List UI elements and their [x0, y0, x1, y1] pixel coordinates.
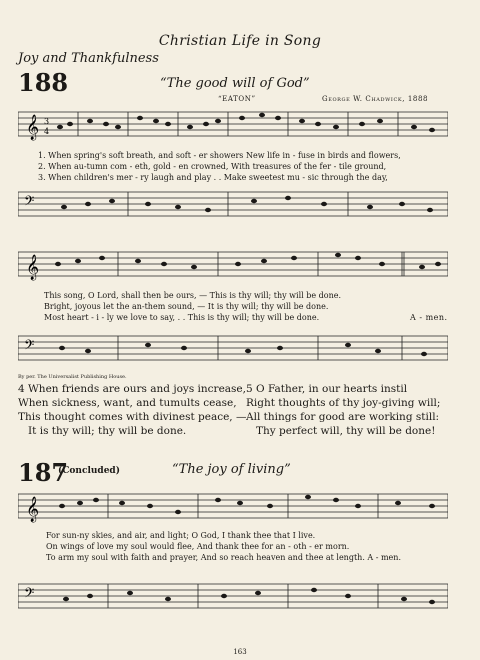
music-staff-treble-2: [18, 244, 448, 288]
verse-line-3: 3. When children's mer - ry laugh and play . . Make sweetest mu - sic through the day,: [38, 173, 388, 182]
verse-line-1: 1. When spring's soft breath, and soft - er showers New life in - fuse in birds and flowers,: [38, 151, 401, 160]
stanza-4: [18, 382, 246, 438]
svg-text:𝄢: 𝄢: [24, 585, 35, 604]
verse-187-line-3: To arm my soul with faith and prayer, And so reach heaven and thee at length. A - men.: [46, 553, 401, 562]
hymn-187-title: “The joy of living”: [172, 462, 291, 477]
stanza-4-line-4: It is thy will; thy will be done.: [28, 425, 187, 437]
stanza-5-line-3: All things for good are working still:: [246, 411, 440, 423]
music-staff-bass-3: [18, 576, 448, 620]
hymn-number-188: 188: [18, 68, 69, 97]
verse-187-line-2: On wings of love my soul would flee, And thank thee for an - oth - er morn.: [46, 542, 350, 551]
stanza-5-line-1: 5 O Father, in our hearts instil: [246, 383, 408, 395]
music-staff-bass-1: [18, 186, 448, 226]
hymn-187-verses: [46, 530, 401, 563]
svg-text:𝄢: 𝄢: [24, 193, 35, 212]
amen-188: A - men.: [410, 313, 448, 322]
verse-187-line-1: For sun-ny skies, and air, and light; O God, I thank thee that I live.: [46, 531, 316, 540]
page-header: Christian Life in Song: [158, 33, 322, 49]
svg-text:3: 3: [44, 117, 50, 126]
refrain-line-2: Bright, joyous let the an-them sound, — It is thy will; thy will be done.: [44, 302, 329, 311]
concluded-label: (Concluded): [58, 466, 120, 476]
section-title: Joy and Thankfulness: [18, 51, 159, 66]
svg-text:𝄞: 𝄞: [26, 115, 40, 140]
svg-text:𝄢: 𝄢: [24, 337, 35, 356]
stanza-5-line-4: Thy perfect will, thy will be done!: [256, 425, 436, 437]
stanza-4-line-2: When sickness, want, and tumults cease,: [18, 397, 237, 409]
hymn-188-title: “The good will of God”: [160, 76, 310, 91]
stanza-5: [246, 382, 440, 438]
page-number: 163: [233, 648, 247, 656]
stanza-4-line-3: This thought comes with divinest peace, —: [18, 411, 247, 423]
hymn-number-187: 187: [18, 458, 69, 487]
hymn-188-verses-upper: [38, 150, 401, 183]
hymn-188-verses-lower: [44, 290, 341, 323]
svg-text:𝄞: 𝄞: [26, 497, 40, 522]
stanza-5-line-2: Right thoughts of thy joy-giving will;: [246, 397, 441, 409]
tune-name: “EATON”: [218, 95, 256, 103]
refrain-line-3: Most heart - i - ly we love to say, . . This is thy will; thy will be done.: [44, 313, 320, 322]
music-staff-bass-2: [18, 330, 448, 370]
composer: George W. Chadwick, 1888: [322, 95, 429, 103]
refrain-line-1: This song, O Lord, shall then be ours, — This is thy will; thy will be done.: [44, 291, 342, 300]
svg-text:4: 4: [44, 127, 50, 136]
stanza-4-line-1: 4 When friends are ours and joys increase,: [18, 383, 246, 395]
svg-text:𝄞: 𝄞: [26, 255, 40, 280]
verse-line-2: 2. When au-tumn com - eth, gold - en crowned, With treasures of the fer - tile ground,: [38, 162, 387, 171]
music-staff-treble-3: [18, 486, 448, 530]
copyright-note: By per. The Universalist Publishing House.: [18, 374, 127, 380]
music-staff-treble-1: [18, 104, 448, 152]
